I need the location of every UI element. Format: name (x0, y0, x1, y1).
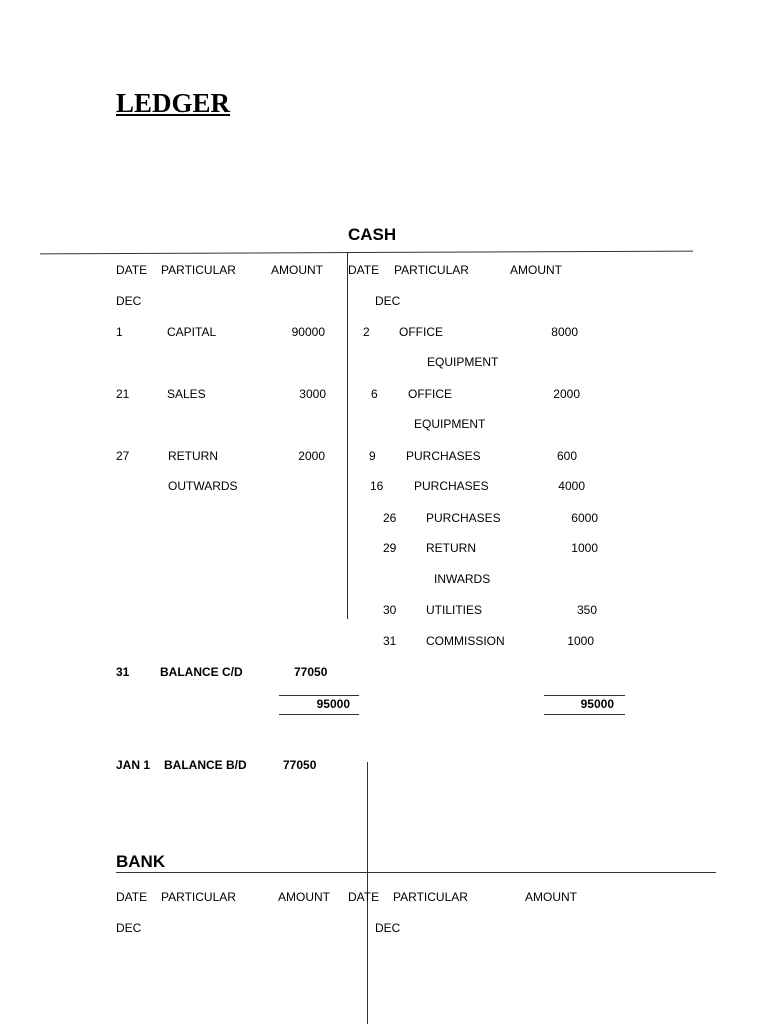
entry-date: 1 (116, 325, 123, 339)
entry-date: 31 (116, 665, 130, 679)
entry-amount: 6000 (571, 511, 598, 525)
entry-particular-cont: EQUIPMENT (427, 355, 499, 369)
entry-amount: 1000 (567, 634, 594, 648)
credit-total-rule-top (544, 695, 625, 696)
entry-particular-cont: EQUIPMENT (414, 417, 486, 431)
bank-header-particular-credit: PARTICULAR (393, 890, 468, 904)
cash-title: CASH (348, 225, 397, 244)
entry-date: JAN 1 (116, 758, 151, 772)
entry-particular: RETURN (168, 449, 218, 463)
entry-particular-cont: OUTWARDS (168, 479, 238, 493)
entry-particular: BALANCE C/D (160, 665, 243, 679)
entry-particular: SALES (167, 387, 206, 401)
entry-date: 2 (363, 325, 370, 339)
credit-total: 95000 (580, 697, 614, 711)
entry-particular: OFFICE (408, 387, 452, 401)
cash-header-particular-credit: PARTICULAR (394, 263, 469, 277)
cash-header-date-debit: DATE (116, 263, 148, 277)
entry-amount: 77050 (294, 665, 328, 679)
entry-particular: PURCHASES (414, 479, 489, 493)
bank-top-rule (116, 872, 716, 873)
page-title: LEDGER (116, 88, 231, 118)
entry-particular: COMMISSION (426, 634, 505, 648)
entry-particular-cont: INWARDS (434, 572, 491, 586)
debit-total-rule-bottom (279, 714, 359, 715)
entry-amount: 90000 (291, 325, 325, 339)
entry-particular: PURCHASES (426, 511, 501, 525)
entry-amount: 2000 (298, 449, 325, 463)
entry-date: 9 (369, 449, 376, 463)
cash-header-amount-debit: AMOUNT (271, 263, 323, 277)
cash-month-debit: DEC (116, 294, 142, 308)
entry-date: 21 (116, 387, 130, 401)
entry-particular: PURCHASES (406, 449, 481, 463)
entry-amount: 2000 (553, 387, 580, 401)
entry-amount: 600 (556, 449, 577, 463)
debit-total: 95000 (316, 697, 350, 711)
entry-amount: 350 (576, 603, 597, 617)
bank-title: BANK (116, 852, 166, 871)
entry-date: 31 (383, 634, 397, 648)
entry-amount: 1000 (571, 541, 598, 555)
entry-particular: OFFICE (399, 325, 443, 339)
entry-date: 6 (371, 387, 378, 401)
entry-date: 27 (116, 449, 130, 463)
entry-date: 26 (383, 511, 397, 525)
cash-header-amount-credit: AMOUNT (510, 263, 562, 277)
credit-total-rule-bottom (544, 714, 625, 715)
entry-particular: CAPITAL (167, 325, 217, 339)
bank-header-amount-credit: AMOUNT (525, 890, 577, 904)
entry-particular: BALANCE B/D (164, 758, 247, 772)
bank-month-debit: DEC (116, 921, 142, 935)
entry-amount: 3000 (299, 387, 326, 401)
bank-header-particular-debit: PARTICULAR (161, 890, 236, 904)
cash-month-credit: DEC (375, 294, 401, 308)
debit-total-rule-top (279, 695, 359, 696)
entry-amount: 8000 (551, 325, 578, 339)
cash-header-date-credit: DATE (348, 263, 380, 277)
entry-date: 29 (383, 541, 397, 555)
cash-header-particular-debit: PARTICULAR (161, 263, 236, 277)
bank-month-credit: DEC (375, 921, 401, 935)
cash-divider (347, 253, 348, 619)
entry-amount: 4000 (558, 479, 585, 493)
cash-top-rule (40, 251, 693, 255)
bank-header-date-credit: DATE (348, 890, 380, 904)
entry-amount: 77050 (283, 758, 317, 772)
bank-header-date-debit: DATE (116, 890, 148, 904)
entry-particular: UTILITIES (426, 603, 483, 617)
entry-particular: RETURN (426, 541, 476, 555)
bank-header-amount-debit: AMOUNT (278, 890, 330, 904)
entry-date: 16 (370, 479, 384, 493)
entry-date: 30 (383, 603, 397, 617)
